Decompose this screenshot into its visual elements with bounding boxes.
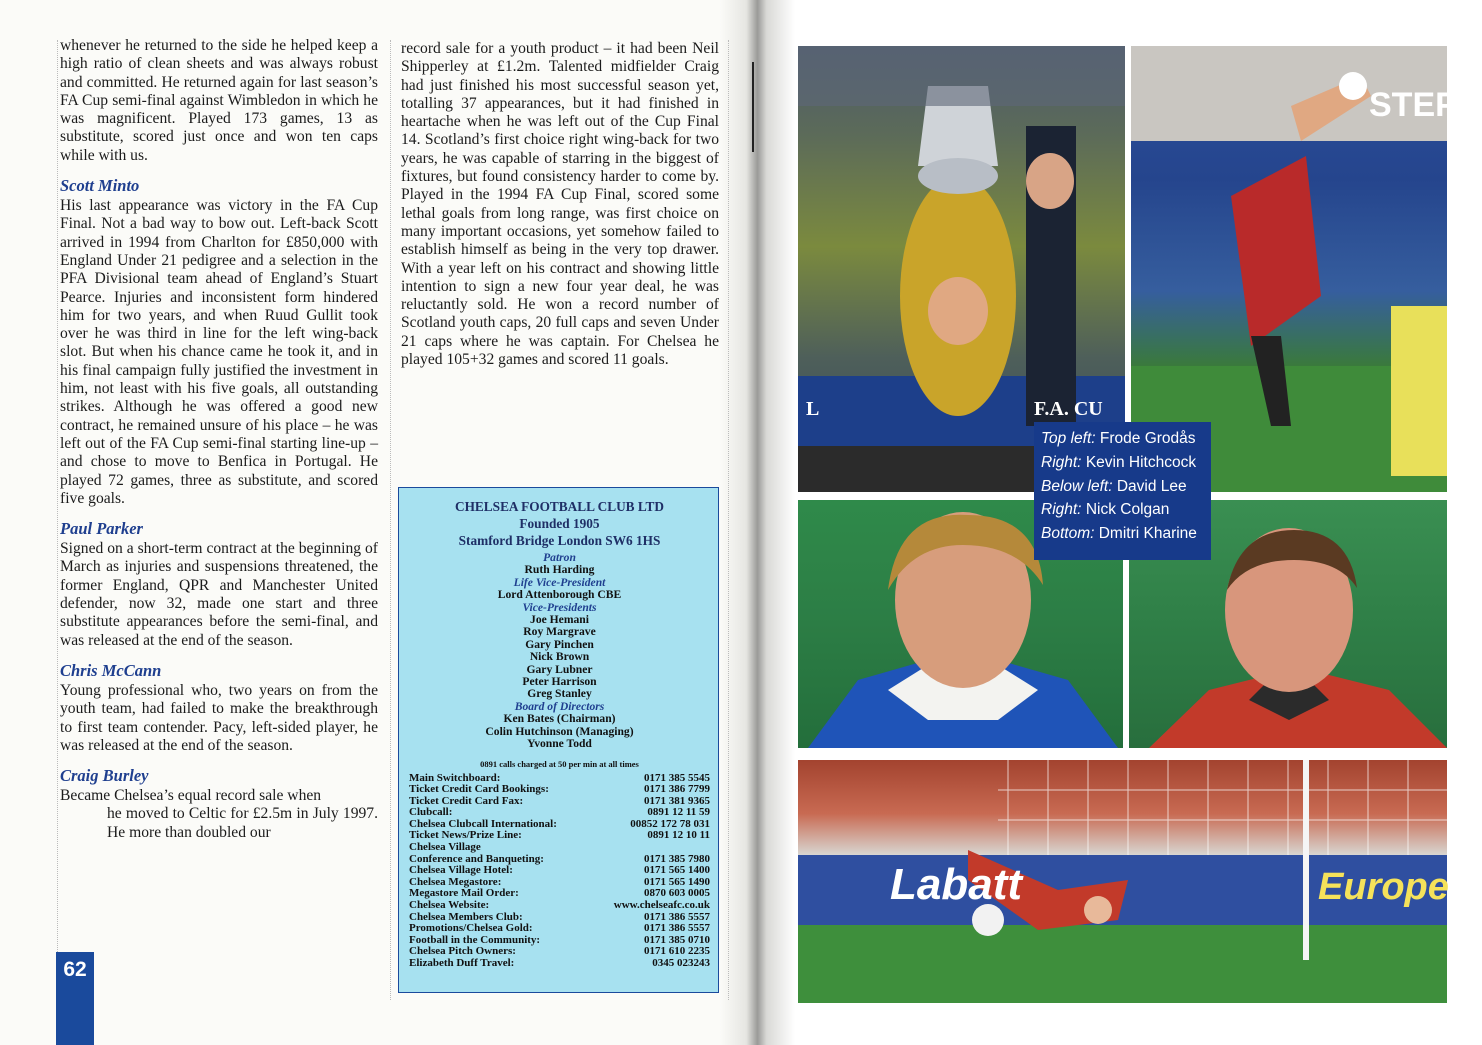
caption-name: Kevin Hitchcock (1085, 453, 1197, 471)
contact-value: 0891 12 10 11 (647, 829, 710, 842)
contact-value: 0171 385 7980 (644, 852, 710, 865)
gutter-line (752, 62, 754, 152)
caption-label: Bottom: (1041, 525, 1095, 543)
photo-caption-box (1034, 422, 1211, 560)
contact-label: Chelsea Pitch Owners: (409, 945, 516, 958)
section-heading-craig-burley: Craig Burley (60, 766, 149, 786)
club-founded: Founded 1905 (519, 516, 600, 531)
column-rule-middle (390, 40, 391, 1000)
official-name: Peter Harrison (522, 675, 597, 689)
contact-value: 0171 385 0710 (644, 933, 710, 946)
contact-label: Megastore Mail Order: (409, 887, 519, 900)
caption-line-bottom (1041, 522, 1204, 546)
contact-label: Conference and Banqueting: (409, 852, 544, 865)
official-name: Lord Attenborough CBE (497, 588, 622, 602)
text-column-2 (401, 40, 719, 369)
official-name: Roy Margrave (523, 625, 596, 639)
stadium-banner-text: STEPH (1369, 86, 1482, 124)
contact-value: www.chelseafc.co.uk (613, 899, 710, 912)
contact-value: 0171 386 5557 (644, 922, 710, 935)
contact-value: 0345 023243 (652, 957, 710, 969)
caption-line-below-right (1041, 498, 1204, 522)
article-paragraph: Young professional who, two years on from the youth team, had failed to make the breakthrough to first team contender. Pacy, left-sided player, he was released at the end of the season. (60, 681, 378, 754)
caption-label: Right: (1041, 453, 1082, 471)
contact-value: 0171 385 5545 (644, 771, 710, 784)
contact-label: Main Switchboard: (409, 771, 501, 784)
photo-dmitri-kharine (798, 760, 1447, 1003)
caption-label: Below left: (1041, 477, 1113, 495)
official-name: Nick Brown (529, 650, 590, 664)
contact-value: 00852 172 78 031 (630, 817, 710, 830)
advertising-board-text: Europe (1318, 866, 1449, 908)
contact-value: 0171 386 5557 (644, 910, 710, 923)
caption-line-below-left (1041, 475, 1204, 499)
article-paragraph: whenever he returned to the side he helped keep a high ratio of clean sheets and was always robust and committed. He returned again for last season’s FA Cup semi-final against Wimbledon in which he was magnificent. Played 173 games, 13 as substitute, scored just once and won ten caps while with us. (60, 37, 378, 164)
club-address: Stamford Bridge London SW6 1HS (458, 533, 661, 548)
contact-label: Football in the Community: (409, 933, 541, 946)
article-paragraph: Signed on a short-term contract at the beginning of March as injuries and suspensions threatened, the former England, QPR and Manchester United defender, now 32, made one start and three substitute appearances before the semi-final, and was released at the end of the season. (60, 540, 378, 649)
page-number: 62 (63, 958, 87, 981)
contact-value: 0171 610 2235 (644, 945, 710, 958)
caption-label: Top left: (1041, 430, 1096, 447)
column-rule-right (728, 40, 729, 1000)
article-paragraph: Became Chelsea’s equal record sale when (60, 787, 322, 805)
contact-label: Chelsea Website: (409, 899, 490, 912)
article-paragraph: His last appearance was victory in the FA Cup Final. Not a bad way to bow out. Left-back Scott arrived in 1994 from Charlton for £850,000 with England Under 21 pedigree and a selection in the PFA Divisional team ahead of England’s Stuart Pearce. Injuries and inconsistent form hindered him for two years, and when Ruud Gullit took over he was third in line for the left wing-back slot. But when his chance came he took it, and in his final campaign fully justified the investment in him, not least with his five goals, all outstanding strikes. Although he was offered a good new contract, he remained unsure of his place – he was left out of the FA Cup semi-final starting line-up – and chose to move to Benfica in Portugal. He played 72 games, three as substitute, and scored five goals. (60, 197, 378, 507)
caption-name: Frode Grodås (1099, 430, 1196, 447)
official-name: Joe Hemani (530, 613, 589, 627)
caption-label: Right: (1041, 501, 1082, 519)
article-paragraph: he moved to Celtic for £2.5m in July 1997. He more than doubled our (107, 805, 378, 841)
section-heading-chris-mccann: Chris McCann (60, 660, 162, 680)
contact-value: 0171 381 9365 (644, 794, 710, 807)
contact-row (409, 842, 710, 854)
contact-label: Chelsea Village (409, 841, 481, 854)
contact-label: Chelsea Village Hotel: (409, 864, 513, 877)
contact-label: Chelsea Members Club: (409, 910, 523, 923)
column-rule-left (57, 40, 58, 1000)
article-paragraph: record sale for a youth product – it had been Neil Shipperley at £1.2m. Talented midfielder Craig had just finished his most successful season yet, totalling 37 appearances, but it had finished in heartache when he was left out of the Cup Final 14. Scotland’s first choice right wing-back for two years, he was capable of starring in the biggest of fixtures, but found consistency harder to come by. Played in the 1994 FA Cup Final, scored some lethal goals from long range, was first choice on many important occasions, yet somehow failed to establish himself as being in the very top drawer. With a year left on his contract and showing little intention to sign a new four year deal, he was reluctantly sold. He won a record number of Scotland youth caps, 20 full caps and seven Under 21 caps where he was captain. For Chelsea he played 105+32 games and scored 11 goals. (401, 40, 719, 369)
official-name: Greg Stanley (527, 687, 592, 701)
contact-value: 0870 603 0005 (644, 887, 710, 900)
contact-value: 0891 12 11 59 (647, 806, 710, 819)
contact-value: 0171 565 1490 (644, 875, 710, 888)
official-name: Colin Hutchinson (Managing) (485, 724, 634, 738)
caption-line-right (1041, 451, 1204, 475)
official-name: Ken Bates (Chairman) (503, 712, 616, 726)
text-column-1 (60, 37, 378, 842)
contact-label: Chelsea Megastore: (409, 875, 502, 888)
contact-label: Clubcall: (409, 806, 453, 819)
contact-row (409, 784, 710, 796)
fa-cup-sign: F.A. CU (1034, 398, 1103, 420)
official-name: Ruth Harding (524, 563, 595, 577)
club-name: CHELSEA FOOTBALL CLUB LTD (454, 499, 664, 514)
club-officials-list (409, 552, 710, 751)
charge-note: 0891 calls charged at 50 per min at all times (480, 758, 639, 769)
contact-label: Ticket News/Prize Line: (409, 829, 522, 842)
caption-name: David Lee (1116, 477, 1187, 495)
caption-name: Nick Colgan (1085, 501, 1170, 519)
official-role: Vice-Presidents (522, 600, 597, 614)
section-heading-paul-parker: Paul Parker (60, 519, 143, 539)
contact-label: Ticket Credit Card Bookings: (409, 783, 549, 796)
book-gutter (720, 0, 795, 1045)
contact-value: 0171 386 7799 (644, 783, 710, 796)
advertising-board-text: Labatt (890, 860, 1022, 909)
section-heading-scott-minto: Scott Minto (60, 176, 140, 196)
contact-label: Promotions/Chelsea Gold: (409, 922, 533, 935)
contact-label: Elizabeth Duff Travel: (409, 957, 515, 969)
official-name: Yvonne Todd (527, 737, 592, 751)
stadium-sign-letter: L (806, 398, 820, 420)
contact-list (409, 773, 710, 970)
contact-value: 0171 565 1400 (644, 864, 710, 877)
official-role: Patron (543, 551, 576, 564)
official-role: Life Vice-President (513, 575, 606, 589)
contact-label: Ticket Credit Card Fax: (409, 794, 524, 807)
club-info-box (398, 487, 719, 993)
caption-name: Dmitri Kharine (1098, 525, 1197, 543)
official-role: Board of Directors (514, 699, 605, 713)
contact-row (409, 958, 710, 970)
official-name: Gary Lubner (526, 662, 593, 676)
official-name: Gary Pinchen (525, 637, 594, 651)
caption-line-top-left (1041, 427, 1204, 451)
contact-label: Chelsea Clubcall International: (409, 817, 557, 830)
contact-row (409, 900, 710, 912)
